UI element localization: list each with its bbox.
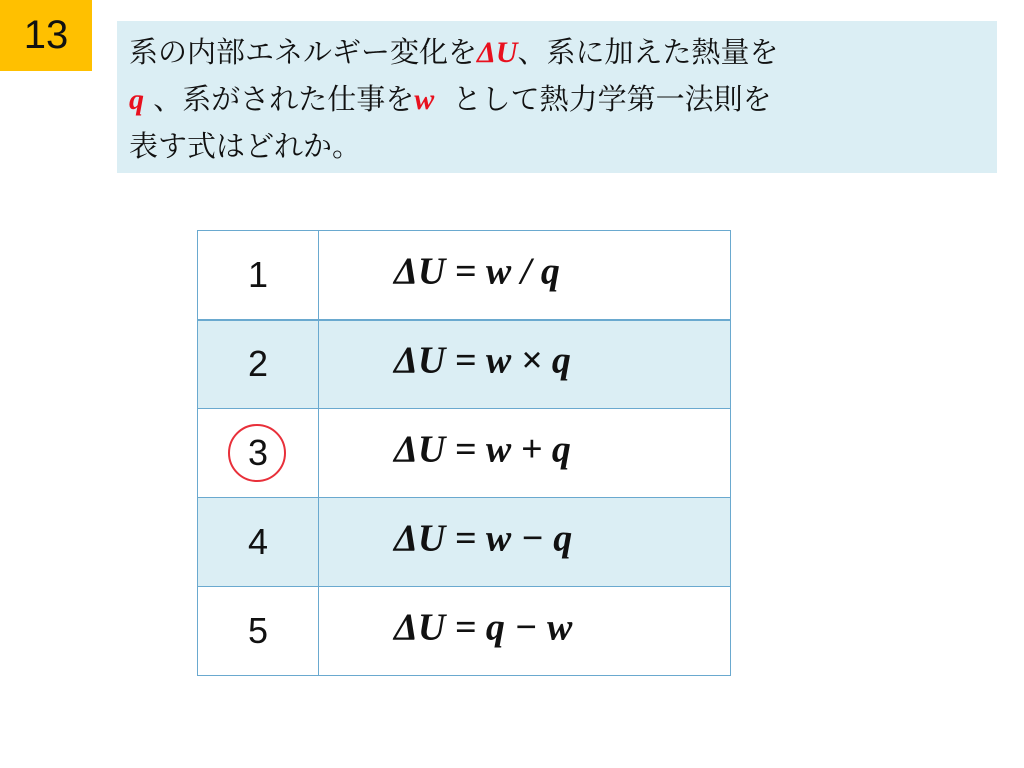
delta-u-symbol: ΔU xyxy=(477,36,518,69)
question-line-2 xyxy=(129,76,987,123)
question-text: 系の内部エネルギー変化を xyxy=(129,35,478,69)
choice-number: 2 xyxy=(247,343,269,385)
question-number-badge xyxy=(0,0,92,71)
choice-equation-cell xyxy=(319,320,731,409)
choice-equation: ΔU = w − q xyxy=(394,517,573,560)
w-symbol: w xyxy=(414,83,435,116)
question-text: として熱力学第一法則を xyxy=(434,82,772,116)
choice-equation-cell xyxy=(319,587,731,676)
choice-equation: ΔU = w / q xyxy=(394,250,560,293)
choice-number-cell xyxy=(198,498,319,587)
choice-row[interactable] xyxy=(198,587,731,676)
choice-number-cell xyxy=(198,320,319,409)
choice-row[interactable] xyxy=(198,409,731,498)
choice-number: 3 xyxy=(247,432,269,473)
choice-number-cell xyxy=(198,231,319,320)
q-symbol: q xyxy=(129,83,144,116)
question-line-3: 表す式はどれか。 xyxy=(129,129,362,163)
choice-equation: ΔU = w × q xyxy=(394,339,571,382)
question-number: 13 xyxy=(23,13,69,57)
question-box xyxy=(117,21,997,173)
choice-row[interactable] xyxy=(198,320,731,409)
choice-number: 4 xyxy=(247,521,269,562)
choice-number-cell xyxy=(198,409,319,498)
choice-row[interactable] xyxy=(198,231,731,320)
answer-choices-table xyxy=(197,230,731,676)
choice-equation-cell xyxy=(319,498,731,587)
choice-number-cell xyxy=(198,587,319,676)
question-line-1 xyxy=(129,29,987,76)
choice-equation: ΔU = w + q xyxy=(394,428,571,471)
choice-number: 1 xyxy=(247,253,269,295)
choice-row[interactable] xyxy=(198,498,731,587)
choice-equation-cell xyxy=(319,231,731,320)
choice-equation: ΔU = q − w xyxy=(394,606,573,649)
question-text: 、系に加えた熱量を xyxy=(517,35,779,69)
choice-number: 5 xyxy=(247,610,269,651)
question-text: 、系がされた仕事を xyxy=(144,82,415,116)
choice-equation-cell xyxy=(319,409,731,498)
